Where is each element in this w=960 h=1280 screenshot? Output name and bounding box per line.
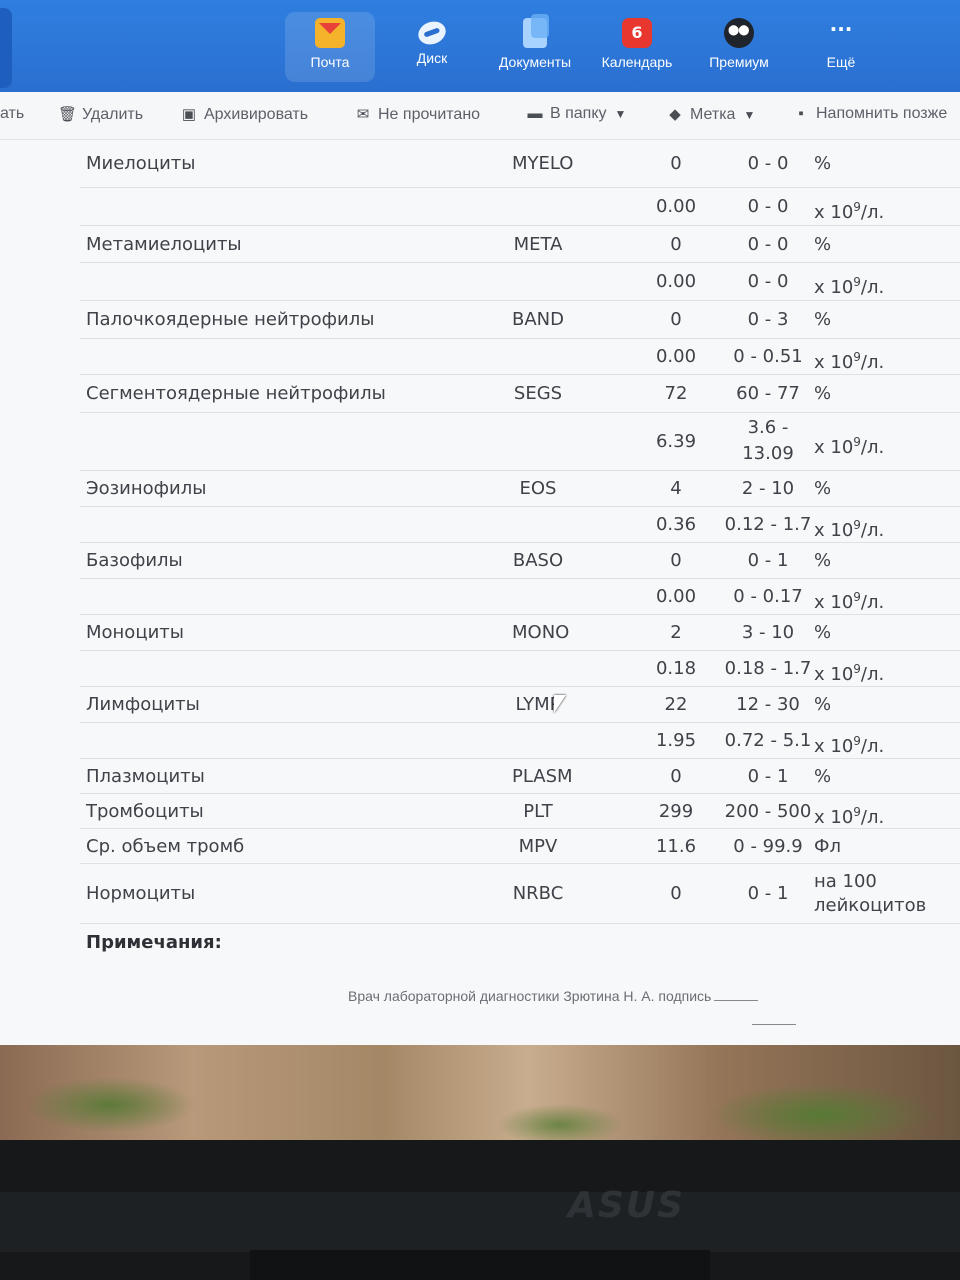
disk-icon xyxy=(415,18,449,48)
reference-range: 0.12 - 1.7 xyxy=(724,514,812,535)
table-row xyxy=(80,338,960,374)
delete-button[interactable] xyxy=(58,105,143,124)
unit-base: x 10 xyxy=(814,437,854,458)
archive-icon: ▣ xyxy=(181,106,197,123)
table-row xyxy=(80,614,960,650)
mouse-cursor xyxy=(554,695,566,713)
table-row xyxy=(80,650,960,686)
test-name: Тромбоциты xyxy=(86,801,204,822)
unit-base: % xyxy=(814,383,832,404)
mail-icon xyxy=(315,18,345,48)
unit-base: x 10 xyxy=(814,520,854,541)
test-name: Базофилы xyxy=(86,550,183,571)
test-name: Ср. объем тромб xyxy=(86,836,245,857)
unit-exponent: 9 xyxy=(853,662,861,676)
folder-label: В папку xyxy=(550,105,607,122)
table-row xyxy=(80,686,960,722)
chevron-down-icon: ▼ xyxy=(743,108,756,122)
table-row xyxy=(80,863,960,923)
unit-base: % xyxy=(814,766,832,787)
test-value: 0.00 xyxy=(655,586,697,607)
signature-line-second xyxy=(752,1024,796,1025)
toolbar-truncated-action[interactable]: ать xyxy=(0,105,25,122)
archive-button[interactable] xyxy=(180,105,308,124)
table-row xyxy=(80,225,960,262)
reference-range: 0 - 99.9 xyxy=(733,836,803,857)
unit xyxy=(814,549,831,573)
monitor-stand xyxy=(250,1250,710,1280)
app-disk-label: Диск xyxy=(416,50,448,66)
test-value: 6.39 xyxy=(655,431,697,452)
tag-button[interactable] xyxy=(666,105,755,124)
table-row xyxy=(80,300,960,338)
test-value: 0 xyxy=(670,309,682,330)
test-value: 11.6 xyxy=(655,836,697,857)
unit-base: % xyxy=(814,694,832,715)
documents-icon xyxy=(523,18,547,48)
unit-base: Фл xyxy=(814,836,841,857)
test-value: 0.18 xyxy=(655,658,697,679)
reference-range: 200 - 500 xyxy=(724,801,812,822)
reference-range: 0 - 0.17 xyxy=(733,586,803,607)
mail-toolbar xyxy=(0,92,960,140)
unit-exponent: 9 xyxy=(853,200,861,214)
unit xyxy=(814,657,884,687)
table-row xyxy=(80,140,960,187)
test-value: 2 xyxy=(670,622,682,643)
test-code: EOS xyxy=(519,478,557,499)
test-name: Эозинофилы xyxy=(86,478,207,499)
app-documents[interactable] xyxy=(489,12,581,82)
test-name: Нормоциты xyxy=(86,883,196,904)
test-value: 299 xyxy=(658,801,694,822)
test-value: 0 xyxy=(670,766,682,787)
unit-base: % xyxy=(814,309,832,330)
app-documents-label: Документы xyxy=(498,54,572,70)
app-mail-label: Почта xyxy=(310,54,350,70)
unit-exponent: 9 xyxy=(853,805,861,819)
test-name: Палочкоядерные нейтрофилы xyxy=(86,309,375,330)
test-code: BAND xyxy=(512,309,564,330)
unit-suffix: /л. xyxy=(860,807,885,828)
unit-suffix: /л. xyxy=(860,437,885,458)
message-body xyxy=(0,140,960,1045)
reference-range: 0 - 1 xyxy=(747,883,789,904)
premium-icon xyxy=(724,18,754,48)
unit xyxy=(814,835,841,859)
reference-range: 12 - 30 xyxy=(736,694,800,715)
table-row xyxy=(80,187,960,225)
table-row xyxy=(80,722,960,758)
unit xyxy=(814,233,831,257)
unit-exponent: 9 xyxy=(853,518,861,532)
unit xyxy=(814,152,831,176)
unit-exponent: 9 xyxy=(853,435,861,449)
chevron-down-icon: ▼ xyxy=(614,107,627,121)
unit-suffix: /л. xyxy=(860,736,885,757)
test-name: Моноциты xyxy=(86,622,184,643)
test-code: PLASM xyxy=(512,766,573,787)
envelope-icon: ✉ xyxy=(356,106,370,123)
reference-range: 0 - 3 xyxy=(747,309,789,330)
test-value: 1.95 xyxy=(655,730,697,751)
unit-exponent: 9 xyxy=(853,275,861,289)
unit-base: % xyxy=(814,550,832,571)
unit-base: % xyxy=(814,622,832,643)
table-row xyxy=(80,374,960,412)
unit xyxy=(814,800,884,830)
app-more-label: Ещё xyxy=(826,54,856,70)
unit-base: % xyxy=(814,153,832,174)
reference-range: 0 - 0.51 xyxy=(733,346,803,367)
unit-base: x 10 xyxy=(814,592,854,613)
test-code: BASO xyxy=(512,550,564,571)
folder-icon: ▬ xyxy=(527,105,543,122)
unit-suffix: /л. xyxy=(860,592,885,613)
test-value: 0.00 xyxy=(655,271,697,292)
test-value: 0.00 xyxy=(655,346,697,367)
unit xyxy=(814,382,831,406)
monitor-brand-logo: ASUS xyxy=(568,1185,685,1226)
calendar-icon: 6 xyxy=(622,18,652,48)
table-row xyxy=(80,758,960,793)
test-code: MPV xyxy=(518,836,558,857)
remind-later-button[interactable] xyxy=(792,105,947,123)
unit-base: x 10 xyxy=(814,202,854,223)
unit xyxy=(814,345,884,375)
delete-label: Удалить xyxy=(82,106,144,123)
app-disk[interactable] xyxy=(387,12,477,82)
unit-cont: лейкоцитов xyxy=(814,895,927,916)
table-row xyxy=(80,470,960,506)
unit-base: x 10 xyxy=(814,664,854,685)
test-name: Миелоциты xyxy=(86,153,196,174)
notes-row xyxy=(80,923,960,959)
unread-label: Не прочитано xyxy=(378,106,481,123)
unit-base: x 10 xyxy=(814,807,854,828)
reference-range-cont: 13.09 xyxy=(742,443,794,464)
reference-range: 0 - 0 xyxy=(747,271,789,292)
test-name: Метамиелоциты xyxy=(86,234,242,255)
test-name: Плазмоциты xyxy=(86,766,205,787)
unit-exponent: 9 xyxy=(853,734,861,748)
reference-range: 0 - 0 xyxy=(747,196,789,217)
unit-suffix: /л. xyxy=(860,664,885,685)
test-value: 0 xyxy=(670,234,682,255)
tag-label: Метка xyxy=(690,106,736,123)
reference-range: 2 - 10 xyxy=(741,478,795,499)
unit-exponent: 9 xyxy=(853,590,861,604)
trash-icon: 🗑 xyxy=(58,106,78,123)
table-row xyxy=(80,578,960,614)
app-bar-edge xyxy=(0,8,12,88)
unit-base: x 10 xyxy=(814,352,854,373)
unit-base: x 10 xyxy=(814,736,854,757)
app-premium[interactable] xyxy=(694,12,784,82)
test-value: 0 xyxy=(670,153,682,174)
test-code: MONO xyxy=(512,622,570,643)
table-row xyxy=(80,542,960,578)
test-name: Лимфоциты xyxy=(86,694,200,715)
reference-range: 3 - 10 xyxy=(741,622,795,643)
signature-label: Врач лабораторной диагностики Зрютина Н. А. подпись xyxy=(348,988,712,1004)
unit-base: x 10 xyxy=(814,277,854,298)
test-code: PLT xyxy=(523,801,553,822)
notes-label: Примечания: xyxy=(86,932,222,953)
test-code: SEGS xyxy=(513,383,563,404)
reference-range: 0 - 0 xyxy=(747,153,789,174)
unit xyxy=(814,729,884,759)
remind-label: Напомнить позже xyxy=(816,105,948,122)
more-icon: ··· xyxy=(829,17,853,41)
reference-range: 0 - 0 xyxy=(747,234,789,255)
unit xyxy=(814,430,884,460)
table-row xyxy=(80,412,960,470)
unit xyxy=(814,693,831,717)
test-code: META xyxy=(513,234,563,255)
test-code: MYELO xyxy=(512,153,574,174)
reference-range: 0.18 - 1.7 xyxy=(724,658,812,679)
unit-base: % xyxy=(814,234,832,255)
test-code: LYMP xyxy=(515,694,561,715)
archive-label: Архивировать xyxy=(204,106,309,123)
monitor-chin xyxy=(0,1192,960,1252)
unit: на 100 xyxy=(814,871,877,892)
signature-line xyxy=(714,1000,758,1001)
app-bar xyxy=(0,0,960,92)
mark-unread-button[interactable] xyxy=(354,105,480,124)
reference-range: 3.6 - xyxy=(747,417,789,438)
unit xyxy=(814,270,884,300)
unit xyxy=(814,513,884,543)
unit xyxy=(814,477,831,501)
unit xyxy=(814,765,831,789)
unit-base: % xyxy=(814,478,832,499)
reference-range: 0 - 1 xyxy=(747,766,789,787)
app-mail[interactable] xyxy=(285,12,375,82)
reference-range: 0.72 - 5.1 xyxy=(724,730,812,751)
table-row xyxy=(80,506,960,542)
unit-suffix: /л. xyxy=(860,520,885,541)
test-code: NRBC xyxy=(512,883,564,904)
reference-range: 60 - 77 xyxy=(736,383,800,404)
move-to-folder-button[interactable] xyxy=(526,105,626,123)
test-value: 0.00 xyxy=(655,196,697,217)
test-value: 4 xyxy=(670,478,682,499)
unit-suffix: /л. xyxy=(860,202,885,223)
table-row xyxy=(80,262,960,300)
signature-text xyxy=(348,988,758,1004)
test-value: 0 xyxy=(670,550,682,571)
unit-exponent: 9 xyxy=(853,350,861,364)
app-calendar-label: Календарь xyxy=(601,54,673,70)
test-value: 22 xyxy=(664,694,688,715)
app-more[interactable] xyxy=(796,12,886,82)
unit xyxy=(814,621,831,645)
app-calendar[interactable] xyxy=(592,12,682,82)
table-row xyxy=(80,793,960,828)
test-value: 0 xyxy=(670,883,682,904)
unit-suffix: /л. xyxy=(860,277,885,298)
unit xyxy=(814,308,831,332)
unit-suffix: /л. xyxy=(860,352,885,373)
table-row xyxy=(80,828,960,863)
test-value: 0.36 xyxy=(655,514,697,535)
desktop-wallpaper xyxy=(0,1045,960,1140)
reference-range: 0 - 1 xyxy=(747,550,789,571)
test-value: 72 xyxy=(664,383,688,404)
app-premium-label: Премиум xyxy=(709,54,769,70)
test-name: Сегментоядерные нейтрофилы xyxy=(86,383,386,404)
reminder-icon: ▪ xyxy=(798,105,804,122)
tag-icon: ◆ xyxy=(669,106,681,123)
unit xyxy=(814,585,884,615)
unit xyxy=(814,195,884,225)
